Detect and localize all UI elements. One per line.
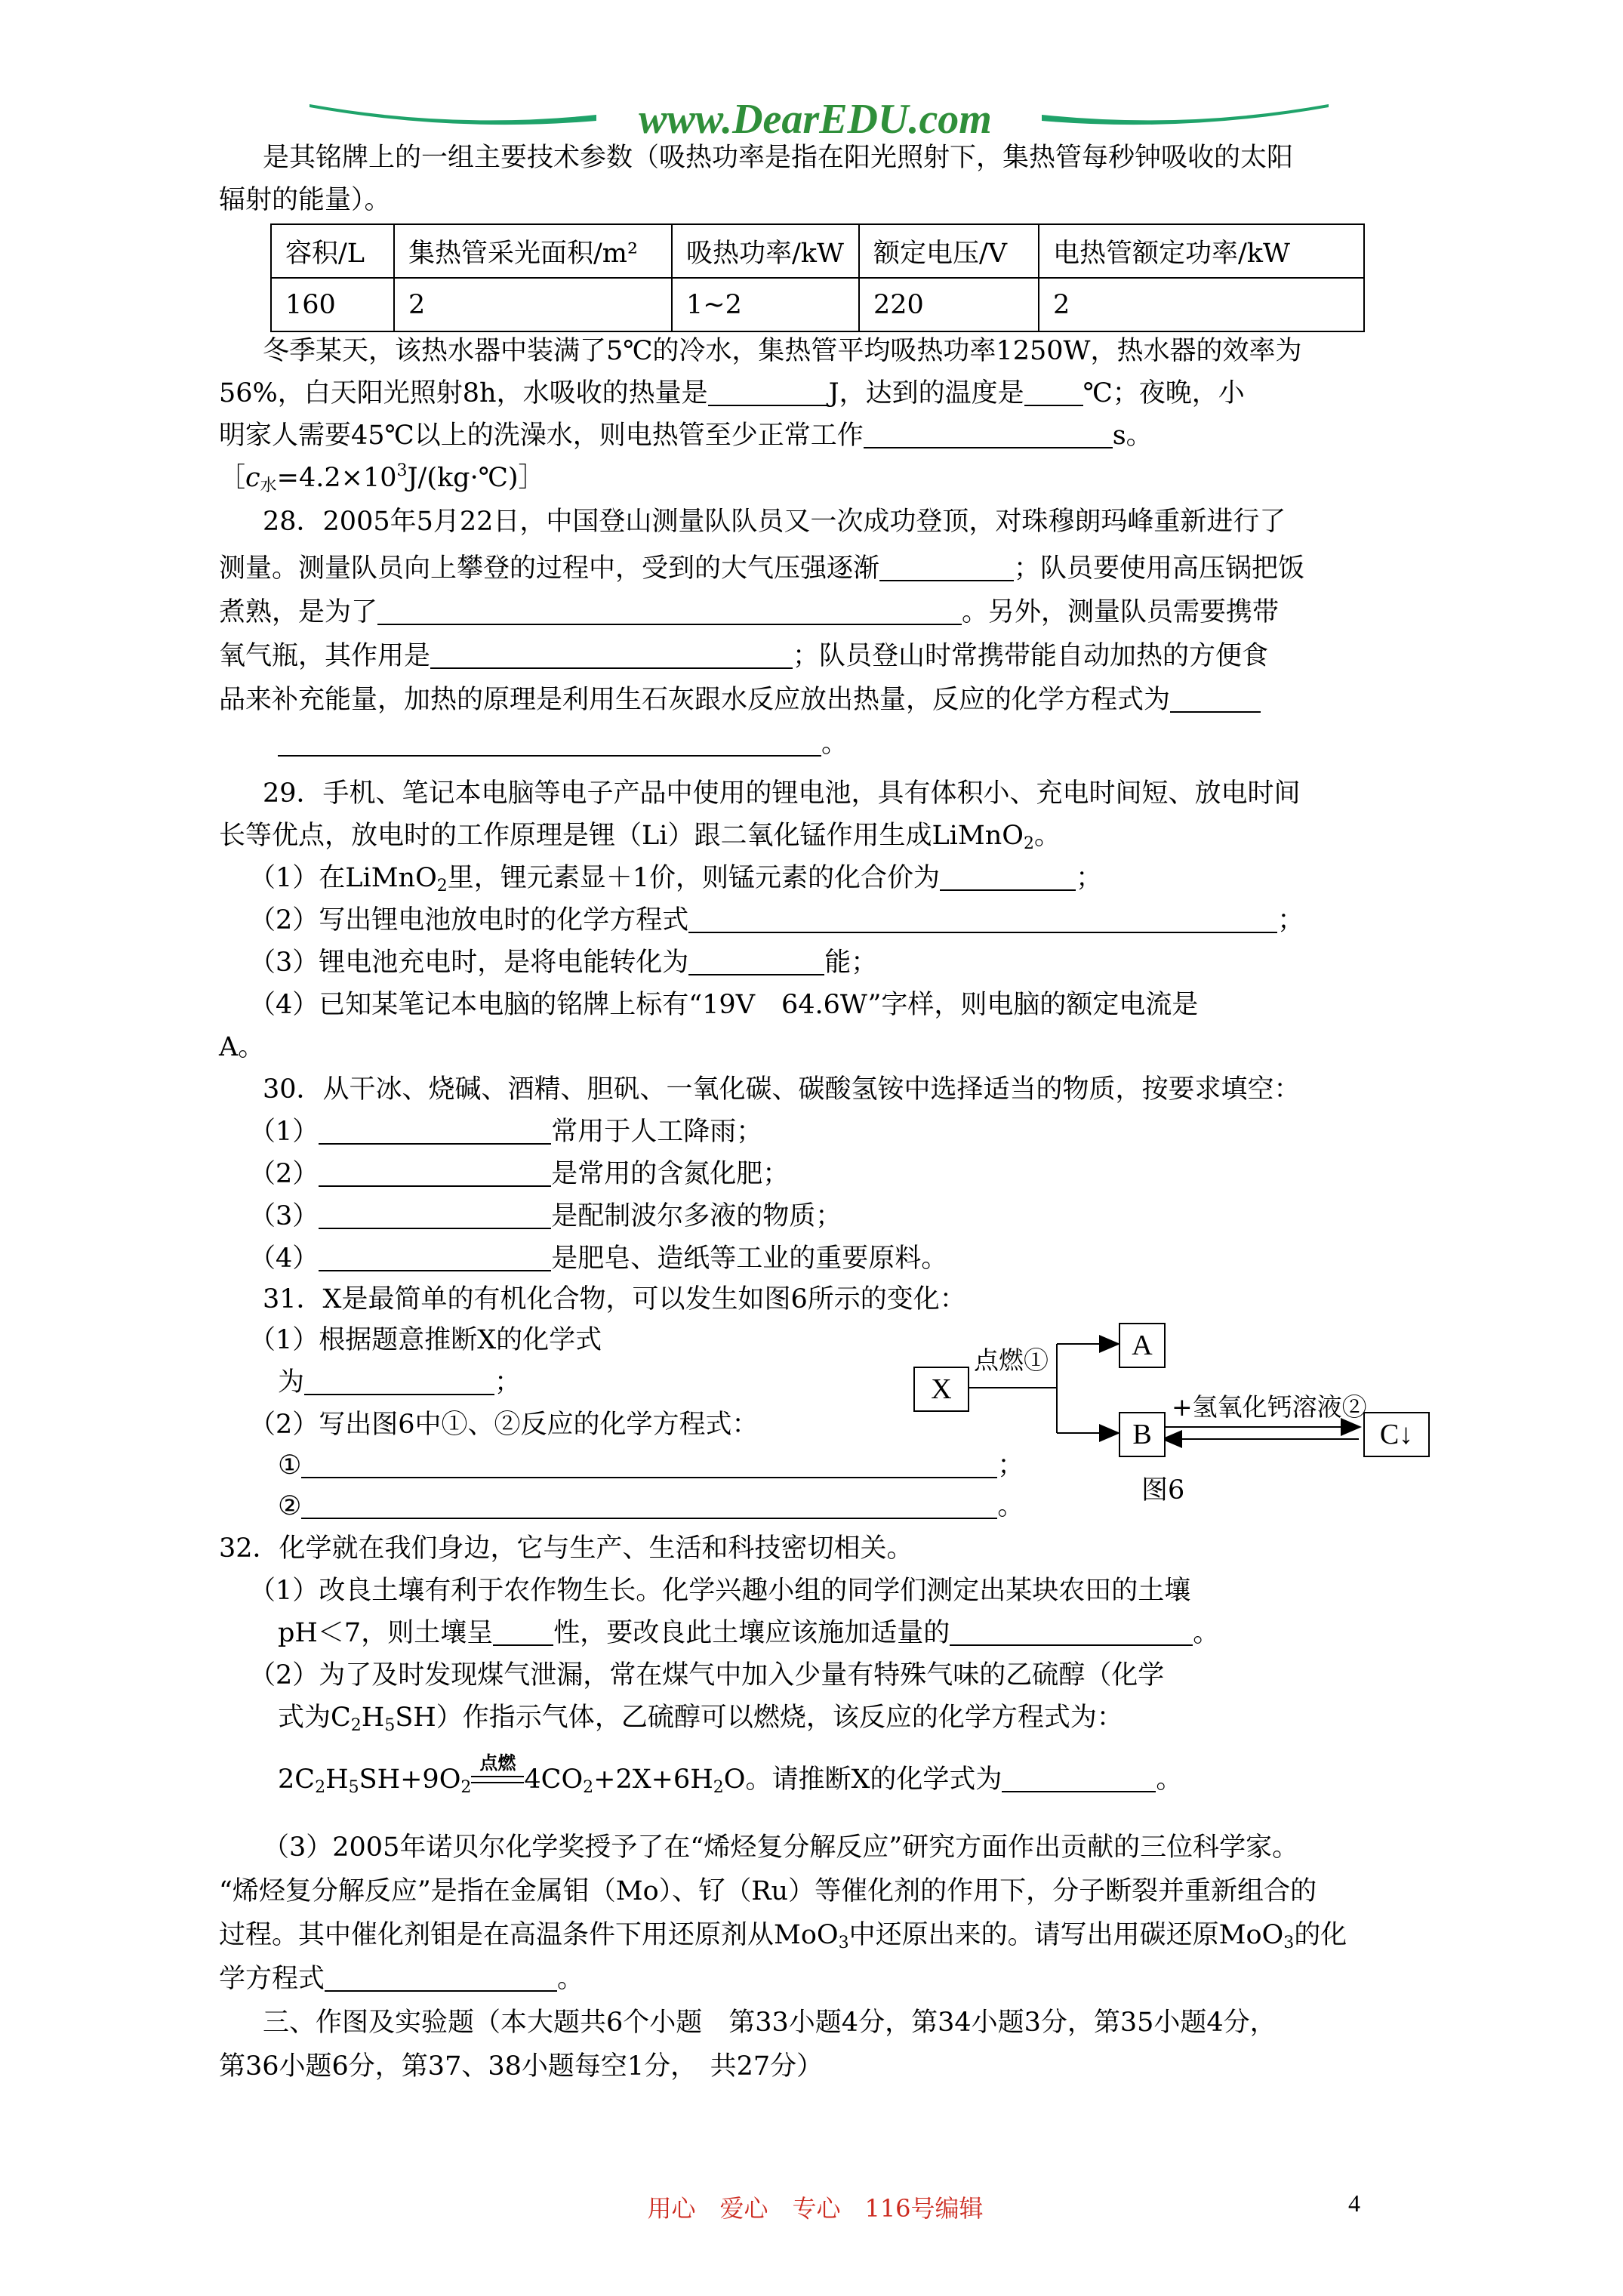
answer-blank[interactable]: [940, 864, 1076, 891]
answer-blank[interactable]: [688, 906, 1277, 933]
table-cell: 220: [859, 278, 1039, 331]
answer-blank[interactable]: [688, 948, 824, 975]
answer-blank[interactable]: [319, 1117, 551, 1145]
answer-blank[interactable]: [493, 1619, 553, 1646]
table-header-cell: 电热管额定功率/kW: [1039, 224, 1364, 278]
page-number: 4: [1348, 2190, 1360, 2217]
diagram-node-x: X: [913, 1367, 969, 1412]
table-header-cell: 吸热功率/kW: [672, 224, 859, 278]
q30-item: （4） 是肥皂、造纸等工业的重要原料。: [249, 1244, 948, 1274]
section-3-title: 三、作图及实验题（本大题共6个小题 第33小题4分，第34小题3分，第35小题4分，: [263, 2008, 1277, 2038]
q31-line-3: 为 ；: [278, 1367, 522, 1398]
q32-sub-1b: pH＜7，则土壤呈 性，要改良此土壤应该施加适量的 。: [278, 1618, 1220, 1648]
q30-item: （1） 常用于人工降雨；: [249, 1117, 763, 1147]
q28-line-1: 28．2005年5月22日，中国登山测量队队员又一次成功登顶，对珠穆朗玛峰重新进行了: [263, 507, 1286, 537]
q28-line-3: 煮熟，是为了 。另外，测量队员需要携带: [219, 597, 1280, 627]
q29-line-2: 长等优点，放电时的工作原理是锂（Li）跟二氧化锰作用生成LiMnO$_2$。: [219, 821, 1061, 853]
diagram-label-ignite: 点燃①: [974, 1345, 1049, 1375]
q27-line-2: 56%，白天阳光照射8h，水吸收的热量是 J，达到的温度是 ℃；夜晚，小: [219, 378, 1245, 408]
answer-blank[interactable]: [301, 1451, 997, 1478]
q30-item: （3） 是配制波尔多液的物质；: [249, 1201, 842, 1231]
q30-line-1: 30．从干冰、烧碱、酒精、胆矾、一氧化碳、碳酸氢铵中选择适当的物质，按要求填空：: [263, 1074, 1301, 1105]
answer-blank[interactable]: [278, 729, 821, 757]
q31-line-1: 31．X是最简单的有机化合物，可以发生如图6所示的变化：: [263, 1284, 966, 1314]
table-cell: 160: [271, 278, 394, 331]
q32-sub-3a: （3）2005年诺贝尔化学奖授予了在“烯烃复分解反应”研究方面作出贡献的三位科学家。: [263, 1832, 1299, 1863]
table-cell: 2: [1039, 278, 1364, 331]
q31-line-6: ② 。: [278, 1491, 1024, 1521]
footer-text: 用心 爱心 专心 116号编辑: [647, 2194, 984, 2223]
q32-sub-3b: “烯烃复分解反应”是指在金属钼（Mo）、钌（Ru）等催化剂的作用下，分子断裂并重新组合的: [219, 1876, 1317, 1906]
reaction-condition: 点燃: [471, 1762, 524, 1797]
q32-sub-2b: 式为$C_2H_5SH$）作指示气体，乙硫醇可以燃烧，该反应的化学方程式为：: [278, 1703, 1123, 1735]
diagram-node-c: C↓: [1363, 1412, 1430, 1457]
answer-blank[interactable]: [301, 1492, 997, 1519]
answer-blank[interactable]: [319, 1202, 551, 1229]
q28-line-4: 氧气瓶，其作用是 ；队员登山时常携带能自动加热的方便食: [219, 641, 1269, 671]
q29-sub-2: （2）写出锂电池放电时的化学方程式 ；: [249, 905, 1304, 935]
q29-sub-4: （4）已知某笔记本电脑的铭牌上标有“19V 64.6W”字样，则电脑的额定电流是: [249, 990, 1199, 1020]
q32-sub-3d: 学方程式 。: [219, 1964, 584, 1994]
table-cell: 1~2: [672, 278, 859, 331]
answer-blank[interactable]: [950, 1619, 1193, 1646]
q29-sub-3: （3）锂电池充电时，是将电能转化为 能；: [249, 948, 878, 978]
answer-blank[interactable]: [1002, 1765, 1156, 1792]
q29-sub-4-answer: A。: [219, 1032, 265, 1062]
intro-line-1: 是其铭牌上的一组主要技术参数（吸热功率是指在阳光照射下，集热管每秒钟吸收的太阳: [263, 143, 1294, 173]
diagram-node-b: B: [1119, 1412, 1166, 1457]
q27-line-3: 明家人需要45℃以上的洗澡水，则电热管至少正常工作 s。: [219, 421, 1153, 451]
answer-blank[interactable]: [304, 1368, 494, 1395]
table-row: [271, 278, 1364, 331]
header-wave-right-icon: [1042, 100, 1329, 125]
table-header-cell: 集热管采光面积/m²: [394, 224, 672, 278]
answer-blank[interactable]: [1170, 686, 1261, 713]
q28-line-6: 。: [278, 726, 848, 761]
table-header-cell: 额定电压/V: [859, 224, 1039, 278]
q27-line-1: 冬季某天，该热水器中装满了5℃的冷水，集热管平均吸热功率1250W，热水器的效率为: [263, 336, 1302, 366]
spec-table: [270, 223, 1365, 332]
answer-blank[interactable]: [708, 379, 829, 406]
answer-blank[interactable]: [325, 1965, 557, 1992]
q27-line-4: $[c_水=4.2\times 10^3J/(kg\cdot℃)]$: [219, 461, 545, 495]
answer-blank[interactable]: [319, 1160, 551, 1187]
answer-blank[interactable]: [1024, 379, 1083, 406]
q32-sub-1a: （1）改良土壤有利于农作物生长。化学兴趣小组的同学们测定出某块农田的土壤: [249, 1576, 1191, 1606]
q32-sub-2a: （2）为了及时发现煤气泄漏，常在煤气中加入少量有特殊气味的乙硫醇（化学: [249, 1660, 1165, 1690]
intro-line-2: 辐射的能量）。: [219, 185, 391, 215]
q28-line-2: 测量。测量队员向上攀登的过程中，受到的大气压强逐渐 ；队员要使用高压锅把饭: [219, 553, 1305, 584]
q32-line-1: 32．化学就在我们身边，它与生产、生活和科技密切相关。: [219, 1533, 913, 1564]
table-header-cell: 容积/L: [271, 224, 394, 278]
site-brand: www.DearEDU.com: [639, 96, 992, 143]
q30-item: （2） 是常用的含氮化肥；: [249, 1159, 790, 1189]
section-3-line-2: 第36小题6分，第37、38小题每空1分， 共27分）: [219, 2051, 824, 2082]
answer-blank[interactable]: [377, 598, 962, 625]
q31-line-5: ① ；: [278, 1450, 1024, 1481]
q31-line-2: （1）根据题意推断X的化学式: [249, 1325, 602, 1355]
answer-blank[interactable]: [430, 642, 793, 669]
answer-blank[interactable]: [864, 421, 1113, 448]
figure-caption: 图6: [1141, 1475, 1185, 1505]
diagram-node-a: A: [1119, 1323, 1166, 1368]
header-wave-left-icon: [310, 100, 596, 125]
table-header-row: [271, 224, 1364, 278]
q32-sub-3c: 过程。其中催化剂钼是在高温条件下用还原剂从MoO$_3$中还原出来的。请写出用碳还原MoO$_3$的化: [219, 1920, 1347, 1952]
answer-blank[interactable]: [319, 1244, 551, 1271]
diagram-label-calcium-hydroxide: +氢氧化钙溶液②: [1172, 1392, 1367, 1422]
q28-line-5: 品来补充能量，加热的原理是利用生石灰跟水反应放出热量，反应的化学方程式为: [219, 683, 1261, 717]
table-cell: 2: [394, 278, 672, 331]
q29-sub-1: （1）在LiMnO$_2$里，锂元素显＋1价，则锰元素的化合价为 ；: [249, 863, 1103, 895]
q31-line-4: （2）写出图6中①、②反应的化学方程式：: [249, 1410, 759, 1440]
q32-equation: $2C_2H_5SH+9O_2$ 点燃 $4CO_2+2X+6H_2O$。请推断X的化学式为 。: [278, 1752, 1183, 1797]
q29-line-1: 29．手机、笔记本电脑等电子产品中使用的锂电池，具有体积小、充电时间短、放电时间: [263, 778, 1301, 809]
answer-blank[interactable]: [879, 554, 1014, 581]
